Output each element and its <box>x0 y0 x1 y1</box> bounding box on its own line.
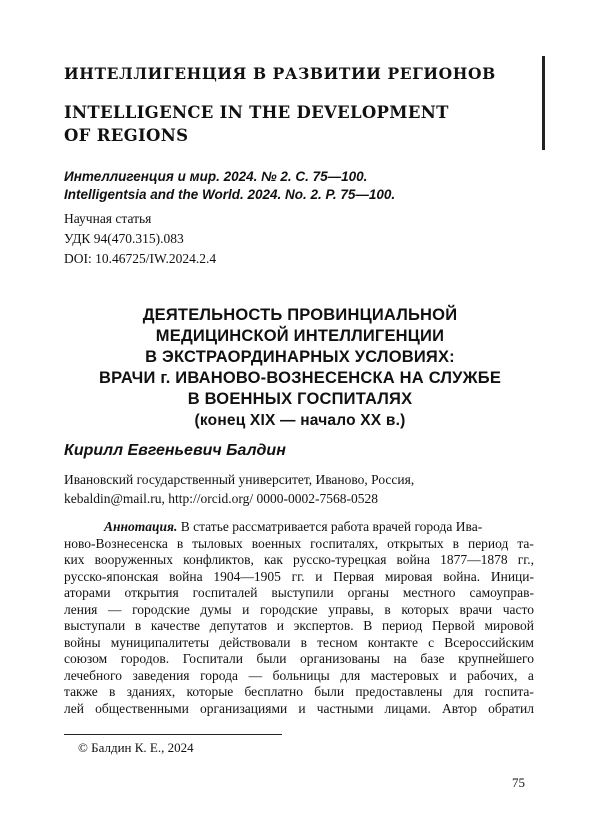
author-name: Кирилл Евгеньевич Балдин <box>64 442 286 459</box>
abstract-word: экспертов. <box>293 618 354 633</box>
abstract-word: организациями <box>200 700 288 716</box>
abstract-word: заведения <box>132 667 190 683</box>
abstract-word: и <box>298 700 306 716</box>
affiliation-text: Ивановский государственный университет, Иваново, Россия, <box>64 472 415 487</box>
author-contacts: kebaldin@mail.ru, http://orcid.org/ 0000-0002-7568-0528 <box>64 491 379 506</box>
abstract-word: органы <box>347 585 389 600</box>
abstract-word: и <box>276 618 284 633</box>
footnote-rule <box>64 734 282 735</box>
abstract-word: ких <box>64 552 85 567</box>
abstract-word: войны <box>64 634 101 650</box>
abstract-word: 1877—1878 <box>440 552 508 567</box>
title-line: МЕДИЦИНСКОЙ ИНТЕЛЛИГЕНЦИИ <box>155 327 445 345</box>
abstract-word: в <box>176 535 184 551</box>
abstract-word: больницы <box>272 667 330 683</box>
abstract-word: самоуправ- <box>469 585 534 600</box>
abstract-word: качестве <box>150 618 201 633</box>
abstract-word: вооруженных <box>94 552 173 567</box>
abstract-word: и <box>242 601 250 617</box>
abstract-word: период <box>381 618 423 633</box>
abstract-word: обратил <box>488 700 534 716</box>
abstract-word: часто <box>502 601 534 617</box>
abstract-word: выступили <box>271 585 334 600</box>
abstract-word: конфликтов, <box>183 552 254 567</box>
section-rubric-en-line2: OF REGIONS <box>64 126 189 145</box>
abstract-word: организованы <box>300 651 380 666</box>
abstract-word: зданиях, <box>126 684 176 699</box>
abstract-word: — <box>248 667 263 683</box>
abstract-word: депутатов <box>209 618 268 633</box>
abstract-line <box>64 519 534 536</box>
abstract-word: аторами <box>64 585 111 600</box>
page-number: 75 <box>512 775 525 790</box>
abstract-word: открытых <box>387 535 444 551</box>
abstract-word: городские <box>132 601 190 617</box>
abstract-word: также <box>64 684 98 699</box>
abstract-word: тесном <box>317 634 358 650</box>
abstract-word: лечебного <box>64 667 122 683</box>
abstract-word: русско-турецкая <box>293 552 387 567</box>
title-subtitle: (конец XIX — начало XX в.) <box>194 412 406 429</box>
abstract-word: врачи <box>459 601 493 617</box>
abstract-word: союзом <box>64 651 108 666</box>
abstract-word: Всероссийским <box>444 634 534 650</box>
abstract-word: города <box>200 667 239 683</box>
abstract-word: — <box>108 601 122 617</box>
abstract-word: Первая <box>333 568 375 584</box>
abstract-word: были <box>256 651 287 666</box>
abstract-word: гг., <box>517 552 534 567</box>
section-rubric-ru: ИНТЕЛЛИГЕНЦИЯ В РАЗВИТИИ РЕГИОНОВ <box>64 64 496 83</box>
abstract-line <box>64 602 534 619</box>
citation <box>64 168 395 204</box>
abstract-word: в <box>300 634 307 650</box>
author-affiliation <box>64 470 414 508</box>
abstract-word: Автор <box>441 700 477 716</box>
abstract <box>64 519 534 717</box>
abstract-word: контакте <box>367 634 418 650</box>
abstract-word: которых <box>401 601 449 617</box>
abstract-line <box>64 684 534 701</box>
abstract-word: а <box>527 667 534 683</box>
abstract-word: предоставлены <box>355 684 443 699</box>
abstract-word: та- <box>517 535 534 551</box>
abstract-word: управы, <box>328 601 374 617</box>
section-rubric-en <box>64 101 534 147</box>
abstract-word: мировой <box>484 618 534 633</box>
abstract-word: лицами. <box>384 700 431 716</box>
title-line: В ВОЕННЫХ ГОСПИТАЛЯХ <box>187 390 413 408</box>
abstract-word: для <box>340 667 361 683</box>
abstract-word: с <box>428 634 435 650</box>
abstract-word: бесплатно <box>244 684 303 699</box>
abstract-word: госпита- <box>484 684 534 699</box>
article-meta <box>64 209 216 269</box>
copyright-notice: © Балдин К. Е., 2024 <box>78 740 194 755</box>
abstract-line <box>64 668 534 685</box>
abstract-word: в <box>134 618 142 633</box>
abstract-word: Госпитали <box>182 651 243 666</box>
abstract-word: ления <box>64 601 98 617</box>
citation-ru: Интеллигенция и мир. 2024. № 2. С. 75—100. <box>64 169 368 184</box>
abstract-word: городские <box>259 601 318 617</box>
abstract-word: местного <box>402 585 456 600</box>
doi: DOI: 10.46725/IW.2024.2.4 <box>64 251 217 266</box>
abstract-line <box>64 569 534 586</box>
abstract-word: В <box>363 618 373 633</box>
abstract-word: лей <box>64 700 84 716</box>
abstract-line <box>64 651 534 668</box>
article-title <box>40 305 560 431</box>
article-type: Научная статья <box>64 211 152 226</box>
abstract-word: ново-Вознесенска <box>64 535 168 551</box>
udk-code: УДК 94(470.315).083 <box>64 231 184 246</box>
abstract-word: открытия <box>124 585 179 600</box>
abstract-word: общественными <box>95 700 189 716</box>
title-line: ДЕЯТЕЛЬНОСТЬ ПРОВИНЦИАЛЬНОЙ <box>142 306 458 324</box>
abstract-word: как <box>264 552 283 567</box>
abstract-word: муниципалитеты <box>110 634 210 650</box>
citation-en: Intelligentsia and the World. 2024. No. 2. P. 75—100. <box>64 187 396 202</box>
abstract-label: Аннотация. <box>104 519 178 534</box>
abstract-word: военных <box>251 535 302 551</box>
abstract-word: на <box>393 651 407 666</box>
abstract-word: мастеровых <box>370 667 439 683</box>
abstract-line-text: В статье рассматривается работа врачей города Ива- <box>180 519 483 534</box>
abstract-line <box>64 536 534 553</box>
abstract-word: период <box>467 535 509 551</box>
abstract-word: действовали <box>219 634 291 650</box>
abstract-word: Иници- <box>490 568 534 584</box>
abstract-word: думы <box>200 601 232 617</box>
abstract-line <box>64 635 534 652</box>
abstract-line <box>64 701 534 718</box>
abstract-word: госпиталей <box>192 585 258 600</box>
section-rubric-en-line1: INTELLIGENCE IN THE DEVELOPMENT <box>64 103 449 122</box>
title-line: ВРАЧИ г. ИВАНОВО-ВОЗНЕСЕНСКА НА СЛУЖБЕ <box>98 369 502 387</box>
abstract-line <box>64 552 534 569</box>
abstract-word: 1904—1905 <box>213 568 281 584</box>
abstract-word: частными <box>316 700 374 716</box>
abstract-word: рабочих, <box>467 667 518 683</box>
abstract-word: госпиталях, <box>310 535 379 551</box>
section-rubric-bar <box>542 56 545 150</box>
abstract-word: война <box>396 552 430 567</box>
abstract-word: тыловых <box>192 535 243 551</box>
abstract-line <box>64 618 534 635</box>
abstract-word: базе <box>420 651 445 666</box>
abstract-word: и <box>315 568 323 584</box>
abstract-word: гг. <box>291 568 305 584</box>
abstract-word: война. <box>443 568 481 584</box>
abstract-word: выступали <box>64 618 126 633</box>
abstract-word: которые <box>186 684 234 699</box>
abstract-word: в <box>384 601 391 617</box>
title-line: В ЭКСТРАОРДИНАРНЫХ УСЛОВИЯХ: <box>145 348 455 366</box>
abstract-word: для <box>453 684 474 699</box>
abstract-word: мировая <box>384 568 433 584</box>
abstract-word: были <box>314 684 345 699</box>
abstract-word: в <box>108 684 116 699</box>
abstract-word: в <box>452 535 460 551</box>
abstract-word: война <box>169 568 203 584</box>
abstract-word: крупнейшего <box>458 651 534 666</box>
abstract-word: городов. <box>120 651 170 666</box>
abstract-word: Первой <box>432 618 475 633</box>
abstract-word: русско-японская <box>64 568 159 584</box>
abstract-word: и <box>449 667 457 683</box>
abstract-line <box>64 585 534 602</box>
